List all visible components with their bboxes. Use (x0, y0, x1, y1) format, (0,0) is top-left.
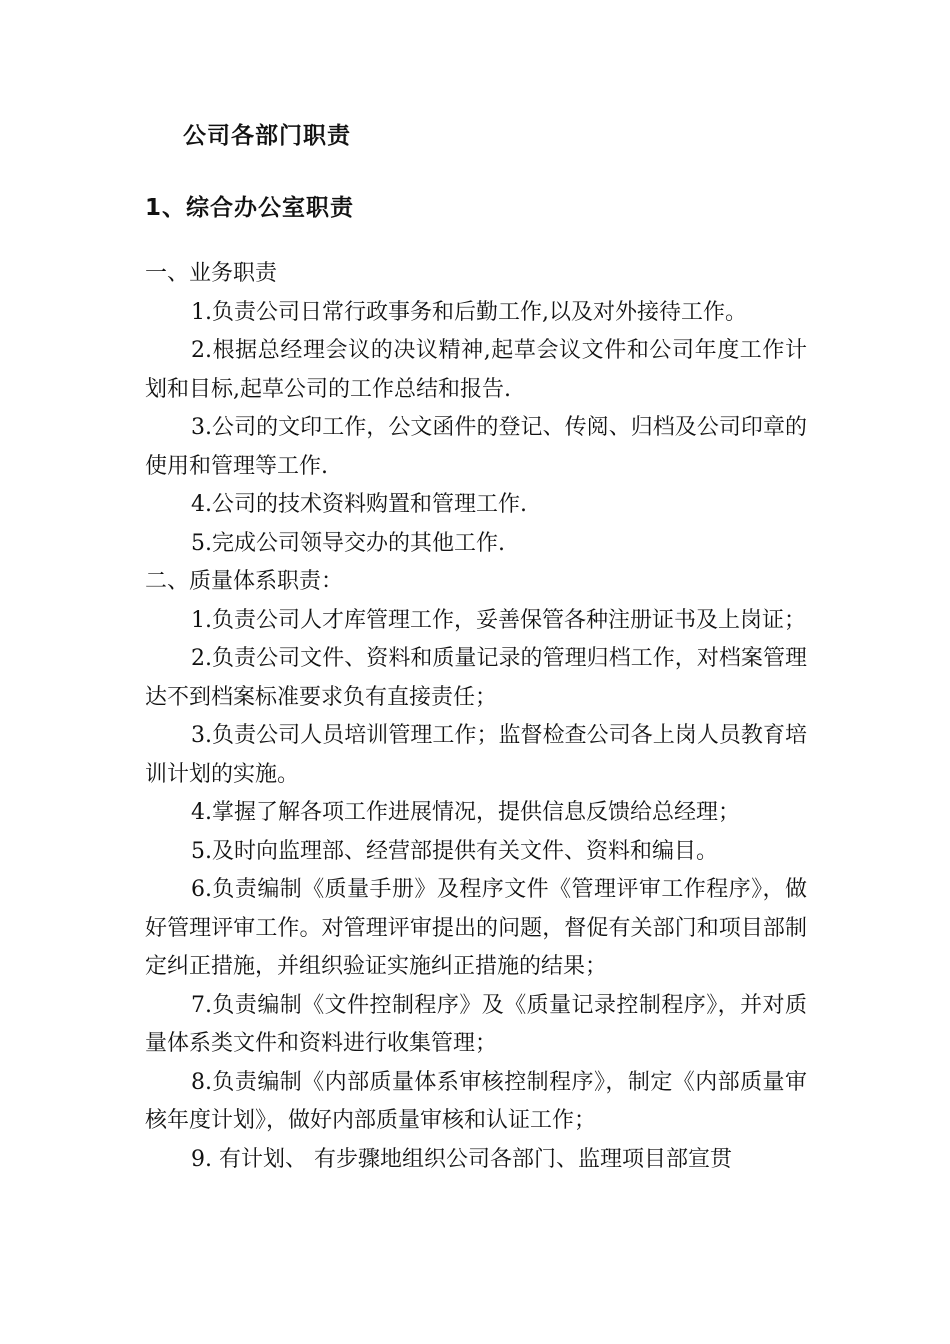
quality-item-5: 5.及时向监理部、经营部提供有关文件、资料和编目。 (191, 838, 718, 864)
business-item-2: 2.根据总经理会议的决议精神,起草会议文件和公司年度工作计划和目标,起草公司的工作总结和报告. (145, 338, 807, 402)
quality-item-2: 2.负责公司文件、资料和质量记录的管理归档工作，对档案管理达不到档案标准要求负有直接责任； (145, 646, 807, 710)
business-item-5: 5.完成公司领导交办的其他工作. (191, 530, 505, 556)
business-item-1: 1.负责公司日常行政事务和后勤工作,以及对外接待工作。 (191, 299, 747, 325)
business-item-3: 3.公司的文印工作，公文函件的登记、传阅、归档及公司印章的使用和管理等工作. (145, 415, 807, 479)
quality-item-6: 6.负责编制《质量手册》及程序文件《管理评审工作程序》，做好管理评审工作。对管理评审提出的问题，督促有关部门和项目部制定纠正措施，并组织验证实施纠正措施的结果； (145, 877, 807, 979)
document-title: 公司各部门职责 (183, 123, 351, 149)
quality-heading: 二、质量体系职责： (145, 569, 344, 594)
quality-item-8: 8.负责编制《内部质量体系审核控制程序》，制定《内部质量审核年度计划》，做好内部质量审核和认证工作； (145, 1069, 807, 1133)
quality-item-7: 7.负责编制《文件控制程序》及《质量记录控制程序》，并对质量体系类文件和资料进行收集管理； (145, 992, 807, 1056)
quality-item-1: 1.负责公司人才库管理工作，妥善保管各种注册证书及上岗证； (191, 607, 806, 633)
quality-item-9: 9. 有计划、 有步骤地组织公司各部门、监理项目部宣贯 (191, 1146, 732, 1172)
business-item-4: 4.公司的技术资料购置和管理工作. (191, 492, 527, 517)
document-body (145, 255, 807, 1179)
quality-item-4: 4.掌握了解各项工作进展情况，提供信息反馈给总经理； (191, 800, 740, 825)
business-heading: 一、业务职责 (145, 261, 278, 286)
section-title: 1、综合办公室职责 (145, 195, 355, 221)
quality-item-3: 3.负责公司人员培训管理工作；监督检查公司各上岗人员教育培训计划的实施。 (145, 723, 807, 787)
